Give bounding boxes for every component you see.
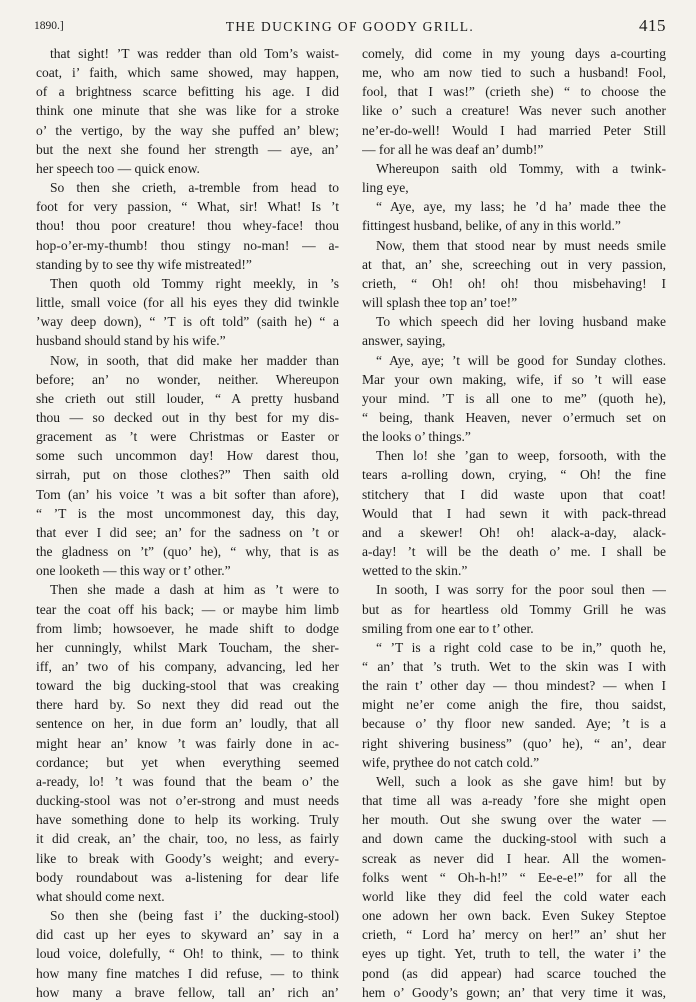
text-line: iff, an’ two of his company, advancing, led her [36,659,339,674]
paragraph [362,197,666,235]
text-line: In sooth, I was sorry for the poor soul then — [376,582,666,598]
paragraph [362,580,666,637]
text-line: think one minute that she was like for a stroke [36,103,339,119]
text-line: “ an’ that ’s truth. Wet to the skin was I with [362,659,666,674]
text-line: like o’ such a creature! Was never such another [362,103,666,119]
text-line: how many fine matches I did refuse, — to think [36,965,339,981]
text-line: of a brightness scarce befitting his age. I did [36,84,339,100]
paragraph [362,159,666,197]
text-line: but as for heartless old Tommy Grill he was [362,601,666,617]
paragraph [36,178,339,274]
text-line: Tom (an’ his voice ’t was a bit softer than afore), [36,486,339,502]
text-line: “ ’T is a right cold case to be in,” quoth he, [376,639,666,655]
text-line: before; an’ no wonder, neither. Whereupon [36,371,339,387]
text-line: that ever I did see; an’ for the sadness on ’t or [36,524,339,540]
text-line: that time all was a-ready ’fore she might open [362,793,666,809]
text-line: folks went “ Oh-h-h!” “ Ee-e-e!” for all the [362,869,666,885]
text-line: foot for very passion, “ What, sir! What! Is ’t [36,199,339,215]
text-line: have something done to help its working. Truly [36,812,339,828]
text-line: “ being, thank Heaven, never o’ermuch set on [362,409,666,425]
text-line: tears a-rolling down, crying, “ Oh! the fine [362,467,666,483]
text-line: there hard by. So next they did read out the [36,697,339,713]
header-date: 1890.] [34,20,64,32]
text-line: Then quoth old Tommy right meekly, in ’s [50,275,339,291]
text-line: at that, an’ she, screeching out in very passion, [362,256,666,272]
text-line: wetted to the skin.” [362,563,468,579]
text-line: one looketh — this way or t’ other.” [36,563,231,579]
text-line: o’ the vertigo, by the way she puffed an’ blew; [36,122,339,138]
text-line: from limb; howsoever, he made shift to dodge [36,620,339,636]
text-line: answer, saying, [362,333,446,349]
text-line: “ Aye, aye, my lass; he ’d ha’ made thee the [376,199,666,215]
text-line: right shivering business” (quo’ he), “ an’, dear [362,735,666,751]
text-line: the rain t’ other day — thou mindest? — when I [362,678,666,694]
text-line: like to break with Goody’s weight; and every- [36,850,339,866]
text-line: sentence on her, in due form an’ loudly, that all [36,716,339,732]
text-line: fittingest husband, belike, of any in this world.” [362,218,621,234]
text-line: a-day! ’t will be the death o’ me. I shall be [362,544,666,560]
text-line: little, small voice (for all his eyes they did twinkle [36,295,339,311]
text-line: ne’er-do-well! Would I had married Peter Still [362,122,666,138]
text-line: standing by to see thy wife mistreated!” [36,256,252,272]
text-line: will splash thee top an’ toe!” [362,295,518,311]
text-line: one adown her own back. Even Sukey Steptoe [362,908,666,924]
text-line: smiling from one ear to t’ other. [362,620,534,636]
text-line: world like they did feel the cold water each [362,888,666,904]
page-number: 415 [639,16,666,35]
paragraph [362,312,666,350]
paragraph [362,638,666,772]
text-line: tear the coat off his back; — or maybe him limb [36,601,339,617]
text-line: her mouth. Out she swung over the water — [362,812,666,828]
text-line: “ ’T is the most uncommonest day, this day, [36,505,339,521]
text-line: eyes up tight. Yet, truth to tell, the water i’ the [362,946,666,962]
text-line: her cunningly, whilst Mark Toucham, the sher- [36,639,339,655]
paragraph [36,580,339,906]
text-line: Would that I had sewn it with pack-thread [362,505,666,521]
text-line: crieth, “ Oh! oh! oh! thou misbehaving! I [362,275,666,291]
text-line: some such uncommon day! How darest thou, [36,448,339,464]
text-line: your mind. ’T is all one to me” (quoth he), [362,390,666,406]
text-line: ducking-stool was not o’er-strong and must needs [36,793,339,809]
text-line: So then she (being fast i’ the ducking-stool) [50,908,339,924]
text-line: ling eye, [362,180,409,196]
paragraph [36,906,339,1002]
text-line: but the next she found her strength — aye, an’ [36,141,339,157]
text-line: wife, prythee do not catch cold.” [362,754,540,770]
text-line: hop-o’er-my-thumb! thou stingy no-man! — a- [36,237,339,253]
header-title: THE DUCKING OF GOODY GRILL. [225,19,475,34]
left-column [36,44,339,1002]
text-line: ’way deep down), “ ’T is oft told” (saith he) “ a [36,314,339,330]
text-line: pond (as did appear) had scarce touched the [362,965,666,981]
text-line: might ne’er come anigh the fire, thou saidst, [362,697,666,713]
paragraph [362,446,666,580]
text-line: thou! thou poor creature! thou whey-face! thou [36,218,339,234]
text-line: thou — so decked out in thy best for my dis- [36,409,339,425]
paragraph [362,44,666,159]
text-line: that sight! ’T was redder than old Tom’s waist- [50,46,339,61]
text-line: toward the big ducking-stool that was creaking [36,678,339,694]
text-line: fool, that I was!” (crieth she) “ to choose the [362,84,666,100]
text-line: loud voice, dolefully, “ Oh! to think, — to think [36,946,339,962]
right-column [362,44,666,1002]
text-line: Mar your own making, wife, if so ’t will ease [362,371,666,387]
paragraph [36,274,339,351]
paragraph [36,351,339,581]
text-line: sirrah, put on those clothes?” Then saith old [36,467,339,483]
text-line: me, who am now tied to such a husband! Fool, [362,65,666,81]
text-line: — for all he was deaf an’ dumb!” [362,141,544,157]
running-header [34,16,666,40]
text-line: Whereupon saith old Tommy, with a twink- [376,160,666,176]
text-line: crieth, “ Lord ha’ mercy on her!” an’ shut her [362,927,666,943]
text-line: hem o’ Goody’s gown; an’ that very time it was, [362,984,666,1000]
text-line: because o’ thy floor new sanded. Aye; ’t is a [362,716,666,732]
text-line: Now, in sooth, that did make her madder than [50,352,339,368]
text-line: “ Aye, aye; ’t will be good for Sunday clothes. [376,352,666,368]
paragraph [362,351,666,447]
paragraph [362,236,666,313]
text-line: Well, such a look as she gave him! but by [376,773,666,789]
paragraph [36,44,339,178]
text-line: Now, them that stood near by must needs smile [376,237,666,253]
text-line: and a skewer! Oh! oh! alack-a-day, alack- [362,524,666,540]
text-line: the gladness on ’t” (quo’ he), “ why, that is as [36,544,339,560]
text-line: she crieth out still louder, “ A pretty husband [36,390,339,406]
text-line: stitchery that I did waste upon that coat! [362,486,666,502]
text-line: So then she crieth, a-tremble from head to [50,180,339,196]
text-line: body roundabout was a-listening for dear life [36,869,339,885]
text-line: gracement as ’t were Christmas or Easter or [36,429,339,445]
text-line: a-ready, lo! ’t was found that the beam o’ the [36,773,339,789]
paragraph [362,772,666,1002]
text-line: what should come next. [36,888,165,904]
text-line: her speech too — quick enow. [36,160,200,176]
text-line: the looks o’ things.” [362,429,471,445]
text-line: and down came the ducking-stool with such a [362,831,666,847]
text-line: how many a brave fellow, tall an’ rich an’ [36,984,339,1000]
text-line: cordance; but yet when everything seemed [36,754,339,770]
text-line: might hear an’ know ’t was fairly done in ac- [36,735,339,751]
text-line: did cast up her eyes to skyward an’ say in a [36,927,339,943]
text-line: Then she made a dash at him as ’t were to [50,582,339,598]
text-line: comely, did come in my young days a-courting [362,46,666,61]
text-line: Then lo! she ’gan to weep, forsooth, with the [376,448,666,464]
text-line: husband should stand by his wife.” [36,333,226,349]
text-line: To which speech did her loving husband make [376,314,666,330]
text-line: screak as never did I hear. All the women- [362,850,666,866]
text-line: coat, i’ faith, which same showed, may happen, [36,65,339,81]
text-line: it did creak, an’ the chair, too, no less, as fairly [36,831,339,847]
